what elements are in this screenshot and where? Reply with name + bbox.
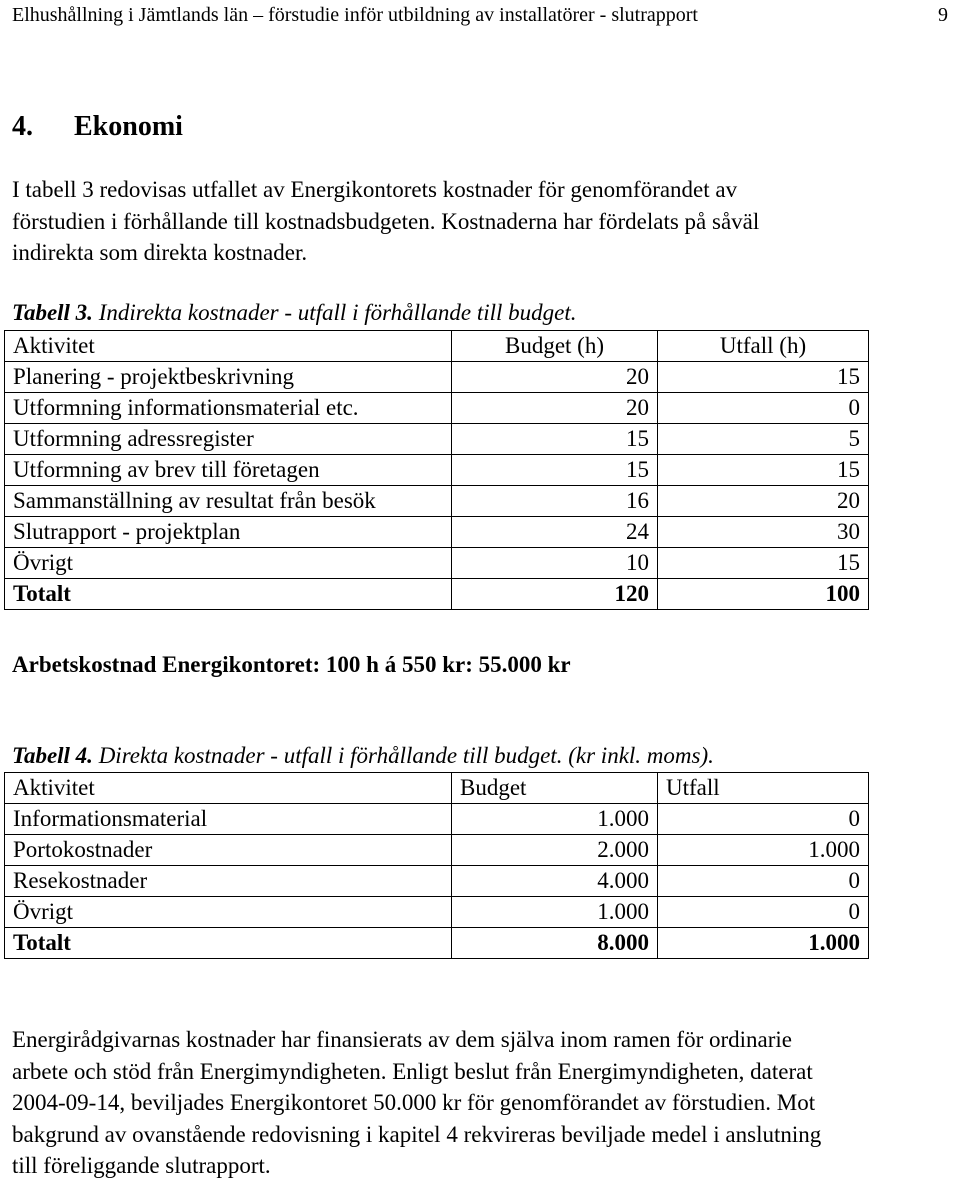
table-cell: Övrigt <box>5 897 452 928</box>
table-cell: 100 <box>658 579 869 610</box>
header-cell: Budget (h) <box>452 331 658 362</box>
table-row <box>5 804 869 835</box>
page-number: 9 <box>938 4 948 26</box>
table-cell: Utformning av brev till företagen <box>5 455 452 486</box>
table-cell: 1.000 <box>452 804 658 835</box>
paragraph-line: 2004-09-14, beviljades Energikontoret 50.000 kr för genomförandet av förstudien. Mot <box>12 1090 816 1115</box>
paragraph-line: arbete och stöd från Energimyndigheten. Enligt beslut från Energimyndigheten, daterat <box>12 1058 813 1084</box>
table-cell: 15 <box>658 455 869 486</box>
table-cell: Totalt <box>5 928 452 959</box>
table-cell: Planering - projektbeskrivning <box>5 362 452 393</box>
header-cell: Aktivitet <box>5 331 452 362</box>
table4-caption-text: Direkta kostnader - utfall i förhållande till budget. (kr inkl. moms). <box>92 743 714 768</box>
table-cell: Slutrapport - projektplan <box>5 517 452 548</box>
document-title: Elhushållning i Jämtlands län – förstudie inför utbildning av installatörer - slutrapport <box>12 4 698 26</box>
table-cell: 24 <box>452 517 658 548</box>
header-cell: Budget <box>452 773 658 804</box>
header-cell: Utfall <box>658 773 869 804</box>
table3-caption <box>12 298 577 328</box>
page-header <box>12 2 948 28</box>
table-cell: 20 <box>452 393 658 424</box>
table-cell: 8.000 <box>452 928 658 959</box>
table-cell: 0 <box>658 897 869 928</box>
table-row <box>5 424 869 455</box>
table-cell: Totalt <box>5 579 452 610</box>
table-cell: 0 <box>658 804 869 835</box>
table-cell: 2.000 <box>452 835 658 866</box>
table-cell: 15 <box>452 455 658 486</box>
header-cell: Utfall (h) <box>658 331 869 362</box>
table-row <box>5 486 869 517</box>
table-cell: 0 <box>658 866 869 897</box>
table-total-row <box>5 579 869 610</box>
table-cell: 15 <box>452 424 658 455</box>
section-heading <box>12 110 183 144</box>
table-cell: Utformning adressregister <box>5 424 452 455</box>
table3-caption-label: Tabell 3. <box>12 300 93 325</box>
table-row <box>5 548 869 579</box>
intro-paragraph <box>12 174 942 269</box>
table-cell: Informationsmaterial <box>5 804 452 835</box>
table-cell: Utformning informationsmaterial etc. <box>5 393 452 424</box>
table-row <box>5 835 869 866</box>
table-row <box>5 362 869 393</box>
table3 <box>4 330 869 610</box>
paragraph-line: I tabell 3 redovisas utfallet av Energikontorets kostnader för genomförandet av <box>12 177 738 202</box>
table-cell: 1.000 <box>452 897 658 928</box>
table-cell: 30 <box>658 517 869 548</box>
table4 <box>4 772 869 959</box>
labour-cost-line: Arbetskostnad Energikontoret: 100 h á 550 kr: 55.000 kr <box>12 652 571 677</box>
table-cell: Sammanställning av resultat från besök <box>5 486 452 517</box>
table-cell: 120 <box>452 579 658 610</box>
table-cell: 5 <box>658 424 869 455</box>
header-cell: Aktivitet <box>5 773 452 804</box>
table-row <box>5 393 869 424</box>
table3-caption-text: Indirekta kostnader - utfall i förhållande till budget. <box>92 300 577 325</box>
table-cell: 15 <box>658 362 869 393</box>
table-header-row <box>5 331 869 362</box>
table-header-row <box>5 773 869 804</box>
table-cell: 1.000 <box>658 835 869 866</box>
table4-caption-label: Tabell 4. <box>12 743 93 768</box>
table-cell: Portokostnader <box>5 835 452 866</box>
table-row <box>5 897 869 928</box>
table-row <box>5 866 869 897</box>
table-row <box>5 517 869 548</box>
paragraph-line: förstudien i förhållande till kostnadsbudgeten. Kostnaderna har fördelats på såväl <box>12 208 760 234</box>
table-total-row <box>5 928 869 959</box>
table-row <box>5 455 869 486</box>
table4-caption <box>12 741 714 771</box>
section-title: Ekonomi <box>74 111 183 142</box>
paragraph-line: Energirådgivarnas kostnader har finansierats av dem själva inom ramen för ordinarie <box>12 1027 793 1052</box>
table-cell: 0 <box>658 393 869 424</box>
table-cell: 1.000 <box>658 928 869 959</box>
table-cell: 16 <box>452 486 658 517</box>
table-cell: 20 <box>452 362 658 393</box>
table-cell: Övrigt <box>5 548 452 579</box>
table-cell: 4.000 <box>452 866 658 897</box>
paragraph-line: till föreliggande slutrapport. <box>12 1153 271 1178</box>
table-cell: 10 <box>452 548 658 579</box>
table-cell: 20 <box>658 486 869 517</box>
section-number: 4. <box>12 111 33 142</box>
table-cell: Resekostnader <box>5 866 452 897</box>
closing-paragraph <box>12 1024 942 1182</box>
paragraph-line: indirekta som direkta kostnader. <box>12 240 308 265</box>
paragraph-line: bakgrund av ovanstående redovisning i kapitel 4 rekvireras beviljade medel i anslutning <box>12 1121 822 1147</box>
table-cell: 15 <box>658 548 869 579</box>
